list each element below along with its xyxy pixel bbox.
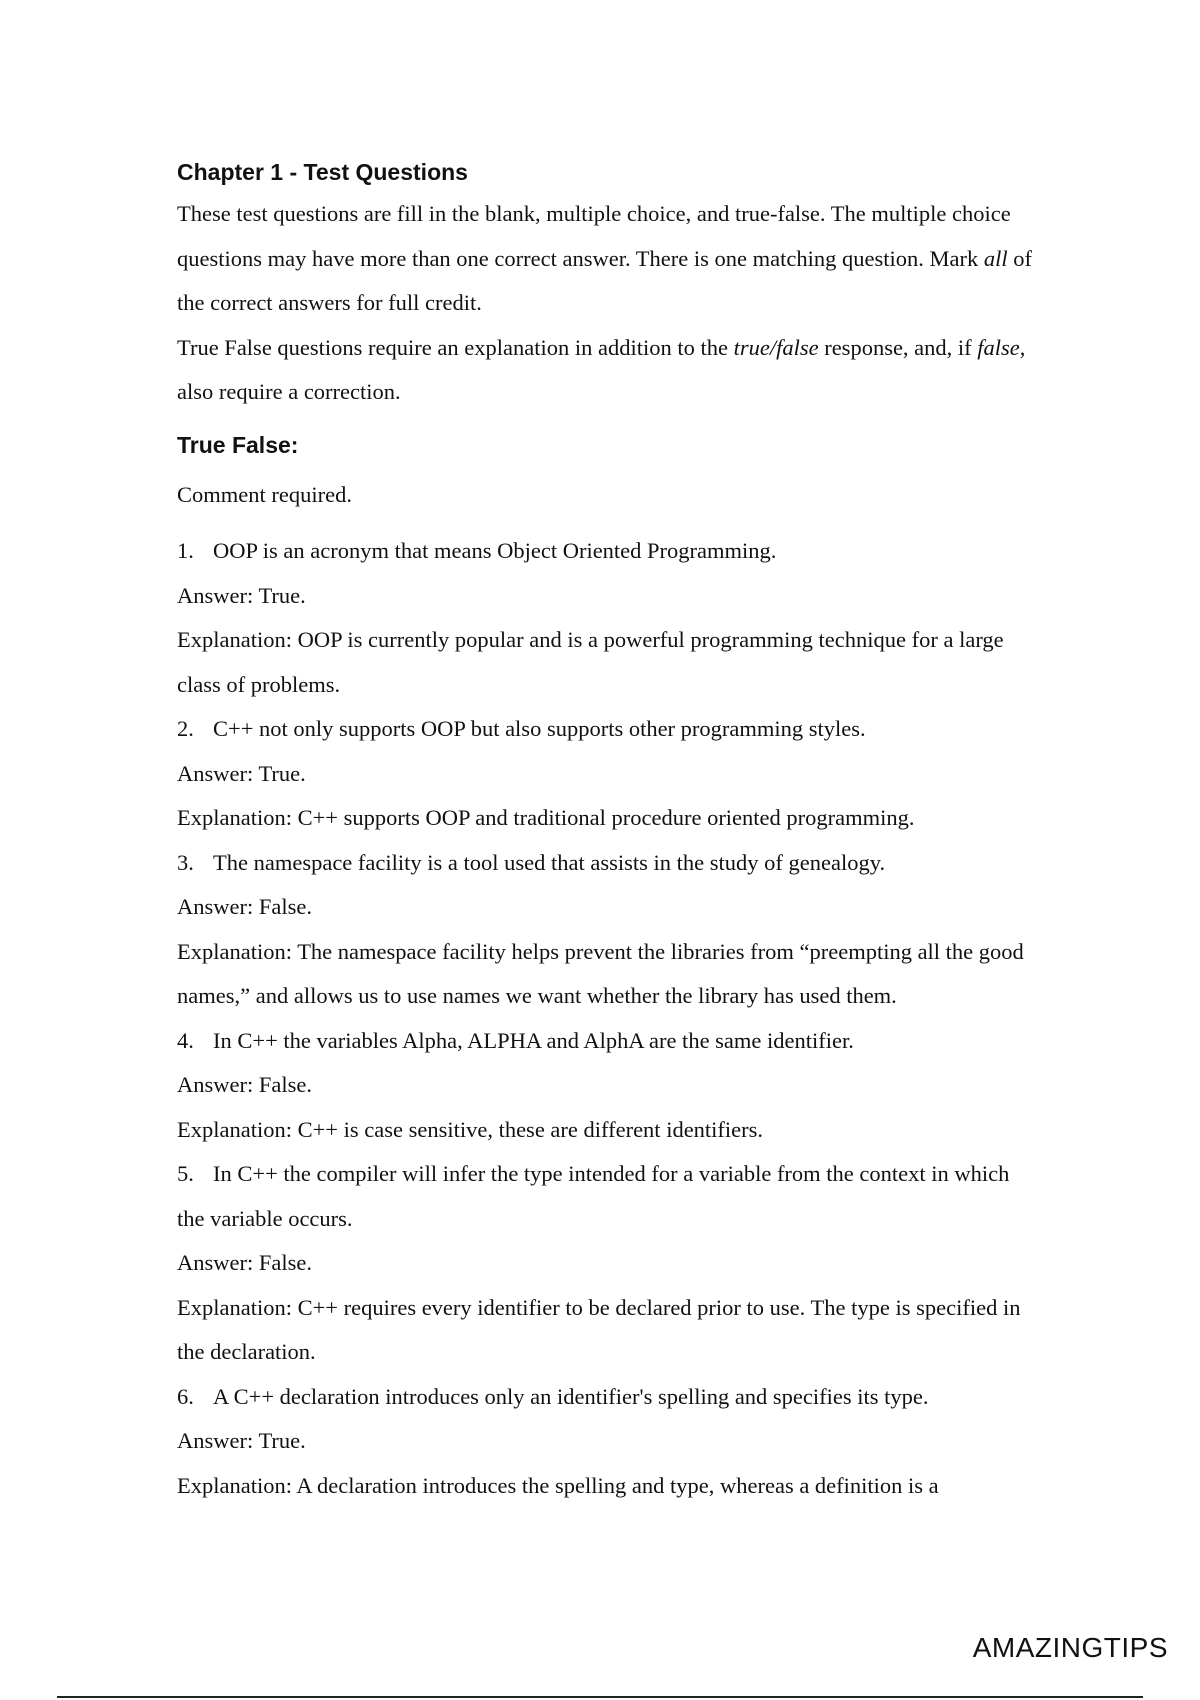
document-body: [177, 152, 1037, 1508]
true-false-instructions: [177, 326, 1037, 415]
question-statement: OOP is an acronym that means Object Oriented Programming.: [213, 538, 777, 563]
question-answer: Answer: False.: [177, 1250, 312, 1275]
question-5: [177, 1152, 1037, 1375]
question-1: [177, 529, 1037, 707]
intro-paragraph: [177, 192, 1037, 326]
question-explanation: Explanation: A declaration introduces the spelling and type, whereas a definition is a: [177, 1472, 939, 1498]
comment-note: Comment required.: [177, 481, 352, 507]
question-text: [177, 841, 1037, 886]
question-answer: Answer: False.: [177, 894, 312, 919]
question-number: 5.: [177, 1161, 194, 1186]
instructions-emphasis: true/false: [733, 334, 819, 360]
question-6: [177, 1375, 1037, 1509]
question-answer: Answer: True.: [177, 1428, 306, 1453]
question-text: [177, 1375, 1037, 1420]
question-text: [177, 707, 1037, 752]
watermark-text: AMAZINGTIPS: [972, 1632, 1168, 1663]
instructions-text-part: True False questions require an explanation in addition to the: [177, 334, 734, 360]
footer-divider: [57, 1696, 1143, 1698]
question-text: [177, 1152, 1037, 1241]
question-explanation: Explanation: C++ supports OOP and traditional procedure oriented programming.: [177, 805, 915, 830]
question-text: [177, 529, 1037, 574]
question-number: 3.: [177, 849, 194, 875]
question-answer: Answer: True.: [177, 582, 306, 608]
intro-emphasis: all: [983, 245, 1008, 271]
question-statement: In C++ the compiler will infer the type intended for a variable from the context in which the variable occurs.: [177, 1161, 1010, 1231]
question-2: [177, 707, 1037, 841]
instructions-text-part: , also require a correction.: [177, 334, 1026, 404]
question-statement: C++ not only supports OOP but also supports other programming styles.: [213, 716, 866, 741]
question-number: 2.: [177, 716, 194, 741]
section-heading: True False:: [177, 431, 299, 458]
intro-text-part: These test questions are fill in the blank, multiple choice, and true-false. The multiple choice questions may have more than one correct answer. There is one matching question. Mark: [177, 201, 1011, 271]
question-number: 4.: [177, 1027, 194, 1053]
intro-text-part: of the correct answers for full credit.: [177, 245, 1032, 315]
question-explanation: Explanation: C++ requires every identifier to be declared prior to use. The type is specified in the declaration.: [177, 1294, 1021, 1364]
instructions-text-part: response, and, if: [818, 334, 978, 360]
question-3: [177, 841, 1037, 1019]
question-explanation: Explanation: C++ is case sensitive, these are different identifiers.: [177, 1116, 764, 1142]
question-text: [177, 1019, 1037, 1064]
page-title: Chapter 1 - Test Questions: [177, 159, 468, 185]
question-number: 1.: [177, 538, 194, 563]
question-explanation: Explanation: The namespace facility helps prevent the libraries from “preempting all the good names,” and allows us to use names we want whether the library has used them.: [177, 938, 1024, 1008]
question-4: [177, 1019, 1037, 1153]
question-statement: The namespace facility is a tool used that assists in the study of genealogy.: [213, 849, 886, 875]
question-answer: Answer: True.: [177, 760, 306, 786]
question-answer: Answer: False.: [177, 1072, 312, 1097]
question-statement: In C++ the variables Alpha, ALPHA and AlphA are the same identifier.: [213, 1027, 854, 1053]
question-statement: A C++ declaration introduces only an identifier's spelling and specifies its type.: [213, 1383, 929, 1409]
instructions-emphasis: false: [977, 334, 1020, 360]
question-number: 6.: [177, 1383, 194, 1409]
question-explanation: Explanation: OOP is currently popular and is a powerful programming technique for a large class of problems.: [177, 627, 1004, 697]
